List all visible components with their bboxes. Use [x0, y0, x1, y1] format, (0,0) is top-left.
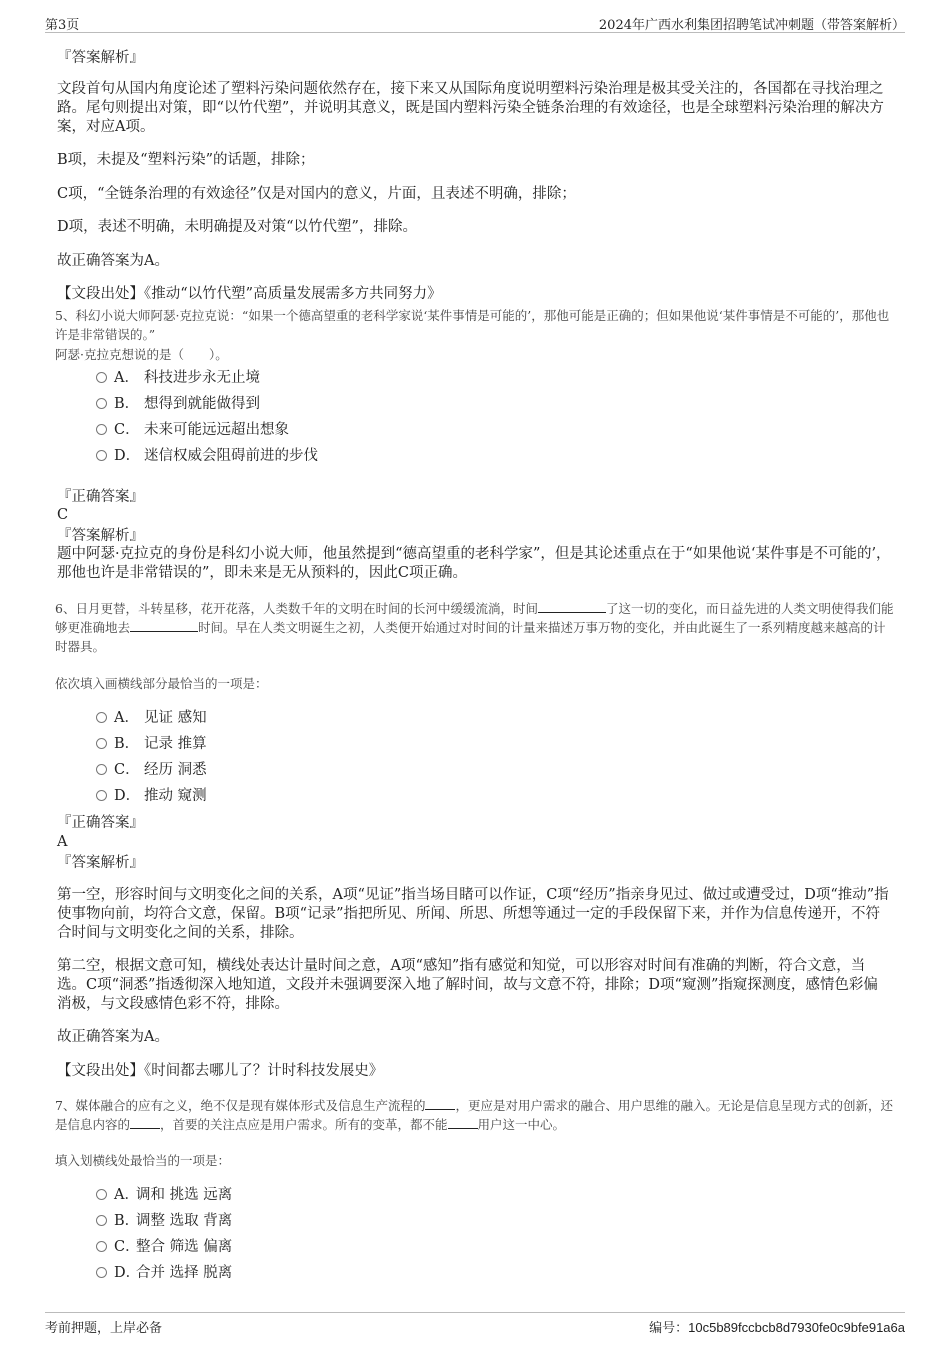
analysis-paragraph: D项，表述不明确，未明确提及对策“以竹代塑”，排除。 [57, 219, 417, 235]
option-d[interactable]: D． 推动 窥测 [96, 787, 207, 805]
document-title: 2024年广西水利集团招聘笔试冲刺题（带答案解析） [598, 18, 905, 33]
option-c[interactable]: C． 未来可能远远超出想象 [96, 421, 289, 439]
option-a[interactable]: A．调和 挑选 远离 [96, 1186, 232, 1204]
answer-value: A [57, 834, 68, 850]
radio-icon[interactable] [96, 790, 107, 801]
radio-icon[interactable] [96, 1241, 107, 1252]
source: 【文段出处】《推动“以竹代塑”高质量发展需多方共同努力》 [57, 286, 442, 302]
analysis-label: 『答案解析』 [57, 50, 144, 66]
conclusion: 故正确答案为A。 [57, 253, 169, 269]
answer-label: 『正确答案』 [57, 489, 144, 505]
page-footer [45, 1312, 905, 1337]
radio-icon[interactable] [96, 1215, 107, 1226]
document-code: 编号：10c5b89fccbcb8d7930fe0c9bfe91a6a [649, 1320, 905, 1336]
question-prompt: 依次填入画横线部分最恰当的一项是： [55, 676, 268, 691]
option-d[interactable]: D． 迷信权威会阻碍前进的步伐 [96, 447, 318, 465]
radio-icon[interactable] [96, 1189, 107, 1200]
page-number: 第3页 [45, 18, 80, 33]
option-d[interactable]: D．合并 选择 脱离 [96, 1264, 232, 1282]
analysis-paragraph: C项，“全链条治理的有效途径”仅是对国内的意义，片面，且表述不明确，排除； [57, 186, 576, 202]
blank-line [130, 1116, 160, 1129]
answer-label: 『正确答案』 [57, 815, 144, 831]
analysis-paragraph: 第二空，根据文意可知，横线处表达计量时间之意，A项“感知”指有感觉和知觉，可以形容对时间有准确的判断，符合文意，当选。C项“洞悉”指透彻深入地知道，文段并未强调要深入地了解时间，故与文意不符，排除；D项“窥测”指窥探测度，感情色彩偏消极，与文段感情色彩不符，排除。 [57, 958, 878, 1012]
analysis-paragraph: B项，未提及“塑料污染”的话题，排除； [57, 152, 315, 168]
source: 【文段出处】《时间都去哪儿了？计时科技发展史》 [57, 1063, 384, 1079]
blank-line [130, 619, 198, 632]
analysis-paragraph: 第一空，形容时间与文明变化之间的关系，A项“见证”指当场目睹可以作证，C项“经历”指亲身见过、做过或遭受过，D项“推动”指使事物向前，均符合文意，保留。B项“记录”指把所见、所闻、所思、所想等通过一定的手段保留下来，并作为信息传递开，不符合时间与文明变化之间的关系，排除。 [57, 887, 889, 941]
radio-icon[interactable] [96, 450, 107, 461]
radio-icon[interactable] [96, 372, 107, 383]
question-stem: 5、科幻小说大师阿瑟·克拉克说：“如果一个德高望重的老科学家说‘某件事情是可能的’，那他可能是正确的；但如果他说‘某件事情是不可能的’，那他也许是非常错误的。” [55, 308, 890, 342]
blank-line [425, 1097, 455, 1110]
option-b[interactable]: B． 想得到就能做得到 [96, 395, 260, 413]
option-a[interactable]: A． 科技进步永无止境 [96, 369, 260, 387]
radio-icon[interactable] [96, 738, 107, 749]
question-stem: 6、日月更替，斗转星移，花开花落，人类数千年的文明在时间的长河中缓缓流淌，时间 了这一切的变化，而日益先进的人类文明使得我们能够更准确地去 时间。早在人类文明诞生之初，人类便开始通过对时间的计量来描述万事万物的变化，并由此诞生了一系列精度越来越高的计时器具。 [55, 601, 894, 654]
answer-value: C [57, 507, 69, 523]
question-prompt: 填入划横线处最恰当的一项是： [55, 1153, 231, 1168]
question-stem: 阿瑟·克拉克想说的是（ ）。 [55, 347, 228, 362]
radio-icon[interactable] [96, 424, 107, 435]
conclusion: 故正确答案为A。 [57, 1029, 169, 1045]
option-b[interactable]: B． 记录 推算 [96, 735, 207, 753]
blank-line [538, 600, 606, 613]
radio-icon[interactable] [96, 712, 107, 723]
analysis-paragraph: 题中阿瑟·克拉克的身份是科幻小说大师，他虽然提到“德高望重的老科学家”，但是其论述重点在于“如果他说‘某件事是不可能的’，那他也许是非常错误的”，即未来是无从预料的，因此C项正确。 [57, 546, 891, 581]
radio-icon[interactable] [96, 1267, 107, 1278]
option-c[interactable]: C．整合 筛选 偏离 [96, 1238, 232, 1256]
radio-icon[interactable] [96, 398, 107, 409]
radio-icon[interactable] [96, 764, 107, 775]
footer-slogan: 考前押题，上岸必备 [45, 1321, 163, 1336]
option-a[interactable]: A． 见证 感知 [96, 709, 207, 727]
blank-line [448, 1116, 478, 1129]
analysis-paragraph: 文段首句从国内角度论述了塑料污染问题依然存在，接下来又从国际角度说明塑料污染治理是极其受关注的，各国都在寻找治理之路。尾句则提出对策，即“以竹代塑”，并说明其意义，既是国内塑料污染全链条治理的有效途径，也是全球塑料污染治理的解决方案，对应A项。 [57, 81, 884, 135]
option-b[interactable]: B．调整 选取 背离 [96, 1212, 232, 1230]
analysis-label: 『答案解析』 [57, 855, 144, 871]
analysis-label: 『答案解析』 [57, 528, 144, 544]
option-c[interactable]: C． 经历 洞悉 [96, 761, 207, 779]
page-header [45, 12, 905, 33]
question-stem: 7、媒体融合的应有之义，绝不仅是现有媒体形式及信息生产流程的 ，更应是对用户需求的融合、用户思维的融入。无论是信息呈现方式的创新，还是信息内容的 ，首要的关注点应是用户需求。所有的变革，都不能 用户这一中心。 [55, 1098, 893, 1132]
